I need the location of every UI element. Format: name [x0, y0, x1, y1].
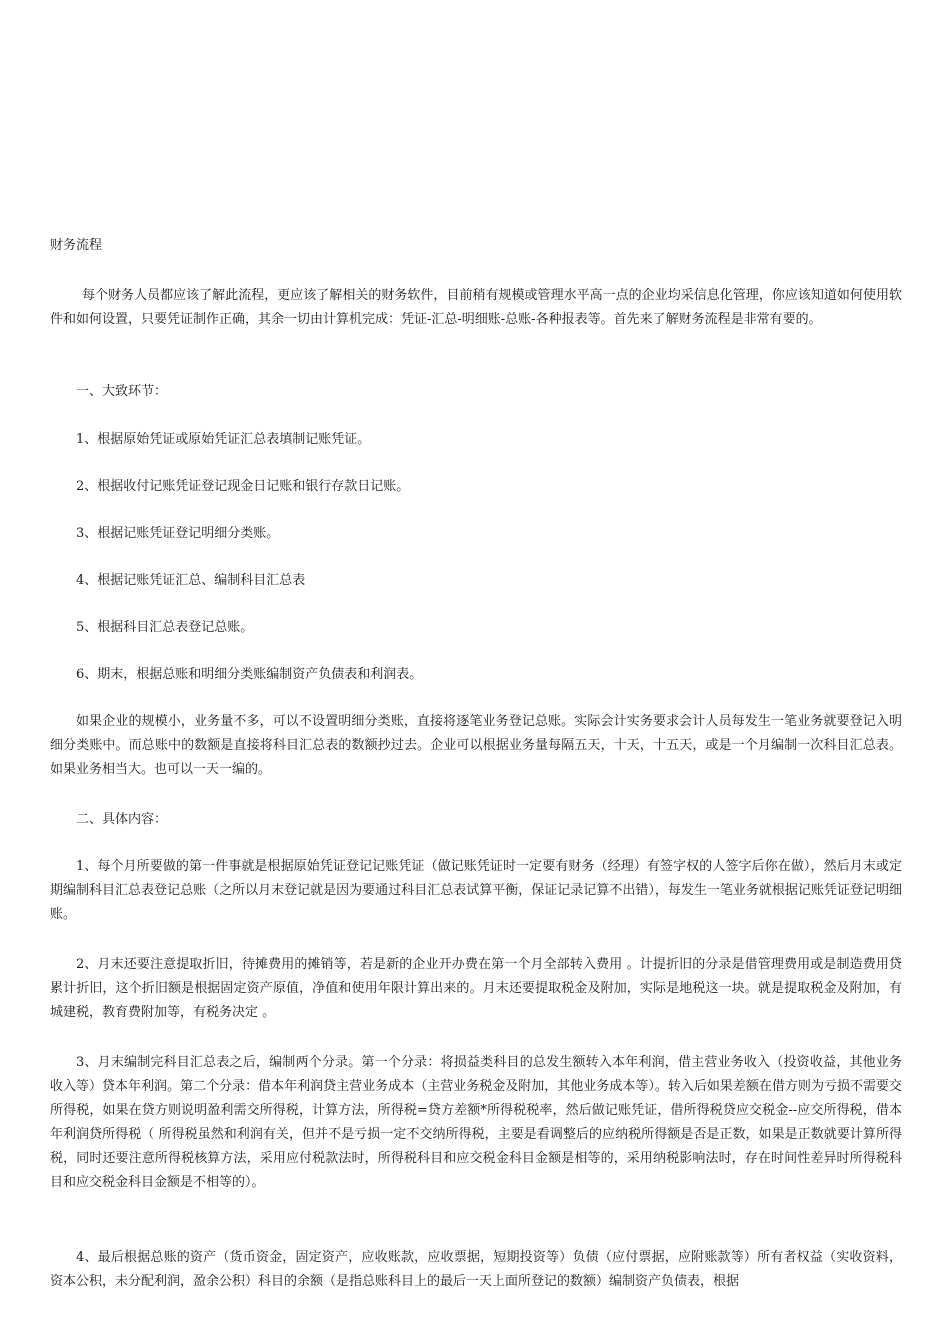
- detail-paragraph: 1、每个月所要做的第一件事就是根据原始凭证登记记账凭证（做记账凭证时一定要有财务（经理）有签字权的人签字后你在做），然后月末或定期编制科目汇总表登记总账（之所以月末登记就是因为要通过科目汇总表试算平衡，保证记录记算不出错），每发生一笔业务就根据记账凭证登记明细账。: [50, 859, 902, 922]
- step-item: 4、根据记账凭证汇总、编制科目汇总表: [76, 573, 306, 588]
- detail-paragraph: 4、最后根据总账的资产（货币资金，固定资产，应收账款，应收票据，短期投资等）负债（应付票据，应附账款等）所有者权益（实收资料，资本公积，未分配利润，盈余公积）科目的余额（是指总账科目上的最后一天上面所登记的数额）编制资产负债表，根据: [50, 1250, 902, 1289]
- intro-paragraph: 每个财务人员都应该了解此流程，更应该了解相关的财务软件，目前稍有规模或管理水平高一点的企业均采信息化管理，你应该知道如何使用软件和如何设置，只要凭证制作正确，其余一切由计算机完成：凭证-汇总-明细账-总账-各种报表等。首先来了解财务流程是非常有要的。: [50, 288, 902, 327]
- detail-paragraph: 2、月末还要注意提取折旧，待摊费用的摊销等，若是新的企业开办费在第一个月全部转入费用 。计提折旧的分录是借管理费用或是制造费用贷累计折旧，这个折旧额是根据固定资产原值，净值和使用年限计算出来的。月末还要提取税金及附加，实际是地税这一块。就是提取税金及附加，有城建税，教育费附加等，有税务决定 。: [50, 957, 902, 1020]
- section-heading-overview: 一、大致环节：: [76, 384, 168, 399]
- section-heading-details: 二、具体内容：: [76, 812, 168, 827]
- step-item: 5、根据科目汇总表登记总账。: [76, 620, 254, 635]
- step-item: 6、期末，根据总账和明细分类账编制资产负债表和利润表。: [76, 667, 423, 682]
- detail-paragraph: 3、月末编制完科目汇总表之后，编制两个分录。第一个分录：将损益类科目的总发生额转入本年利润，借主营业务收入（投资收益，其他业务收入等）贷本年利润。第二个分录：借本年利润贷主营业务成本（主营业务税金及附加，其他业务成本等）。转入后如果差额在借方则为亏损不需要交所得税，如果在贷方则说明盈利需交所得税，计算方法，所得税=贷方差额*所得税税率，然后做记账凭证，借所得税贷应交税金--应交所得税，借本年利润贷所得税（ 所得税虽然和利润有关，但并不是亏损一定不交纳所得税，主要是看调整后的应纳税所得额是否是正数，如果是正数就要计算所得税，同时还要注意所得税核算方法，采用应付税款法时，所得税科目和应交税金科目金额是相等的，采用纳税影响法时，存在时间性差异时所得税科目和应交税金科目金额是不相等的）。: [50, 1055, 902, 1190]
- document-title: 财务流程: [50, 238, 103, 253]
- step-item: 1、根据原始凭证或原始凭证汇总表填制记账凭证。: [76, 432, 371, 447]
- small-business-paragraph: 如果企业的规模小，业务量不多，可以不设置明细分类账，直接将逐笔业务登记总账。实际会计实务要求会计人员每发生一笔业务就要登记入明细分类账中。而总账中的数额是直接将科目汇总表的数额抄过去。企业可以根据业务量每隔五天，十天，十五天，或是一个月编制一次科目汇总表。如果业务相当大。也可以一天一编的。: [50, 714, 902, 777]
- step-item: 3、根据记账凭证登记明细分类账。: [76, 526, 280, 541]
- step-item: 2、根据收付记账凭证登记现金日记账和银行存款日记账。: [76, 479, 410, 494]
